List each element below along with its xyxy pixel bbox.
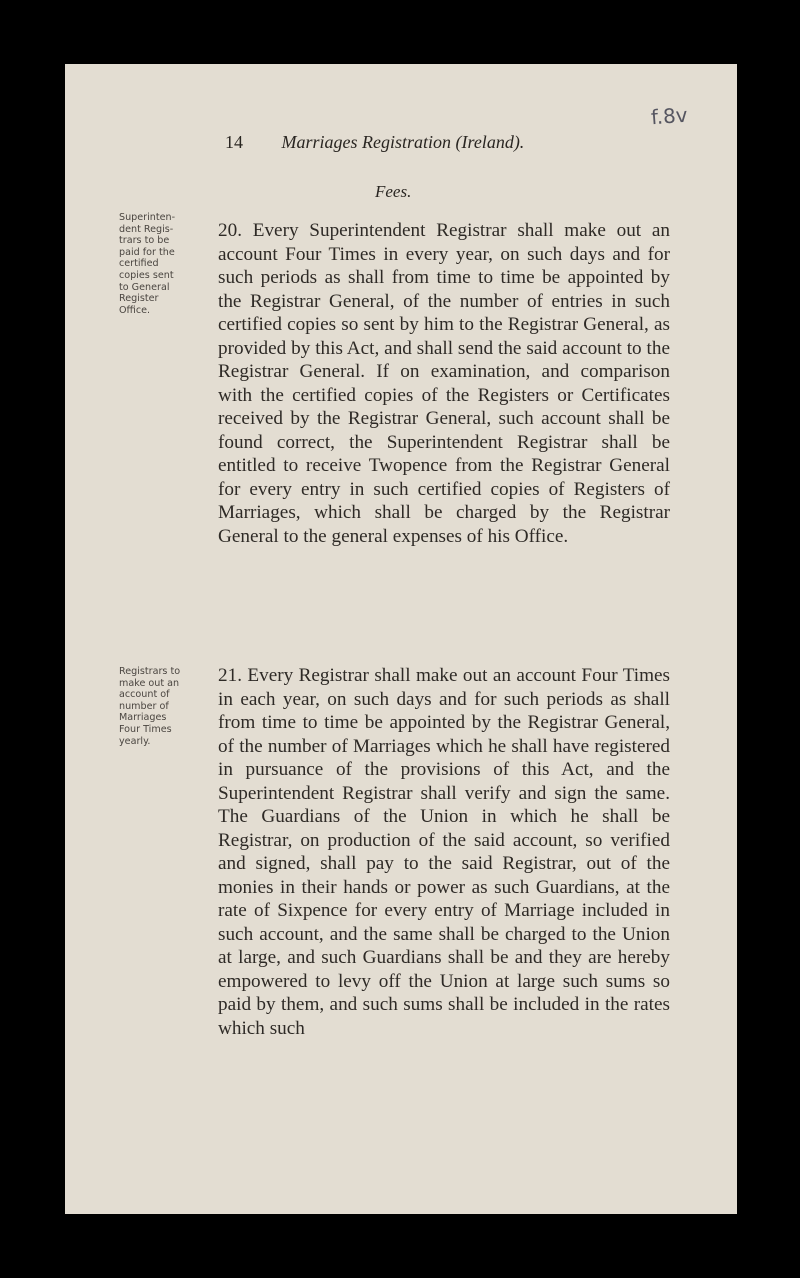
running-title: Marriages Registration (Ireland).	[281, 132, 525, 152]
folio-mark: f.8v	[650, 102, 689, 130]
paragraph-section-20: 20. Every Superintendent Registrar shall make out an account Four Times in every year, on such days and for such periods as shall from time to time be appointed by the Registrar General, of the number of entries in such certified copies so sent by him to the Registrar General, as provided by this Act, and shall send the said account to the Registrar General. If on examination, and comparison with the certified copies of the Registers or Certificates received by the Registrar General, such account shall be found correct, the Superintendent Registrar shall be entitled to receive Twopence from the Registrar General for every entry in such certified copies of Registers of Marriages, which shall be charged by the Registrar General to the general expenses of his Office.	[218, 220, 670, 547]
page-number: 14	[225, 132, 243, 152]
side-note-section-20: Superinten- dent Regis- trars to be paid for the certified copies sent to General Register Office.	[119, 212, 176, 316]
page-header	[225, 132, 645, 153]
document-page	[65, 64, 737, 1214]
section-title: Fees.	[375, 182, 412, 201]
paragraph-section-21: 21. Every Registrar shall make out an account Four Times in each year, on such days and for such periods as shall from time to time be appointed by the Registrar General, of the number of Marriages which he shall have registered in pursuance of the provisions of this Act, and the Superintendent Registrar shall verify and sign the same. The Guardians of the Union in which he shall be Registrar, on production of the said account, so verified and signed, shall pay to the said Registrar, out of the monies in their hands or power as such Guardians, at the rate of Sixpence for every entry of Marriage included in such account, and the same shall be charged to the Union at large, and such Guardians shall be and they are hereby empowered to levy off the Union at large such sums so paid by them, and such sums shall be included in the rates which such	[218, 665, 670, 1039]
side-note-section-21: Registrars to make out an account of number of Marriages Four Times yearly.	[119, 666, 181, 747]
